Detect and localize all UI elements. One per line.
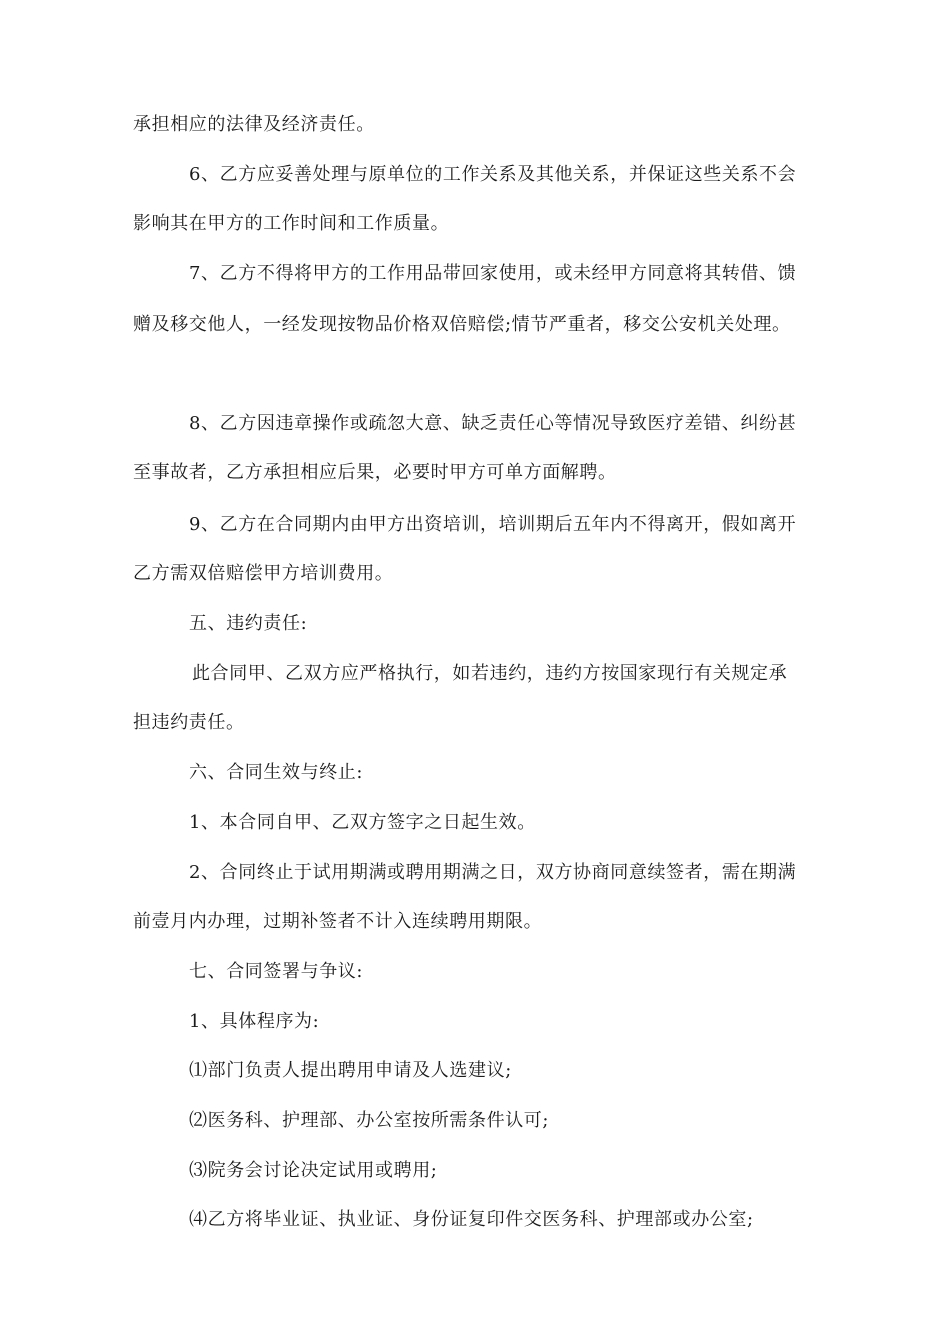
section-heading-7: 七、合同签署与争议: — [189, 961, 364, 982]
breach-line-2: 担违约责任。 — [133, 712, 245, 733]
procedure-step-3: ⑶院务会讨论决定试用或聘用; — [189, 1160, 438, 1181]
clause-7-line-2: 赠及移交他人，一经发现按物品价格双倍赔偿;情节严重者，移交公安机关处理。 — [133, 314, 791, 335]
clause-8-line-1: 8、乙方因违章操作或疏忽大意、缺乏责任心等情况导致医疗差错、纠纷甚 — [189, 413, 797, 434]
text-line: 承担相应的法律及经济责任。 — [133, 114, 375, 135]
clause-9-line-1: 9、乙方在合同期内由甲方出资培训，培训期后五年内不得离开，假如离开 — [189, 514, 797, 535]
effect-clause-1: 1、本合同自甲、乙双方签字之日起生效。 — [189, 812, 536, 833]
clause-6-line-2: 影响其在甲方的工作时间和工作质量。 — [133, 213, 450, 234]
clause-6-line-1: 6、乙方应妥善处理与原单位的工作关系及其他关系，并保证这些关系不会 — [189, 164, 797, 185]
clause-7-line-1: 7、乙方不得将甲方的工作用品带回家使用，或未经甲方同意将其转借、馈 — [189, 263, 797, 284]
section-heading-6: 六、合同生效与终止: — [189, 762, 364, 783]
effect-clause-2-line-1: 2、合同终止于试用期满或聘用期满之日，双方协商同意续签者，需在期满 — [189, 862, 797, 883]
procedure-step-2: ⑵医务科、护理部、办公室按所需条件认可; — [189, 1110, 550, 1131]
clause-9-line-2: 乙方需双倍赔偿甲方培训费用。 — [133, 563, 394, 584]
clause-8-line-2: 至事故者，乙方承担相应后果，必要时甲方可单方面解聘。 — [133, 462, 617, 483]
procedure-step-4: ⑷乙方将毕业证、执业证、身份证复印件交医务科、护理部或办公室; — [189, 1209, 754, 1230]
procedure-step-1: ⑴部门负责人提出聘用申请及人选建议; — [189, 1060, 512, 1081]
breach-line-1: 此合同甲、乙双方应严格执行，如若违约，违约方按国家现行有关规定承 — [192, 663, 788, 684]
effect-clause-2-line-2: 前壹月内办理，过期补签者不计入连续聘用期限。 — [133, 911, 543, 932]
section-heading-5: 五、违约责任: — [189, 613, 308, 634]
procedure-heading: 1、具体程序为: — [189, 1011, 320, 1032]
